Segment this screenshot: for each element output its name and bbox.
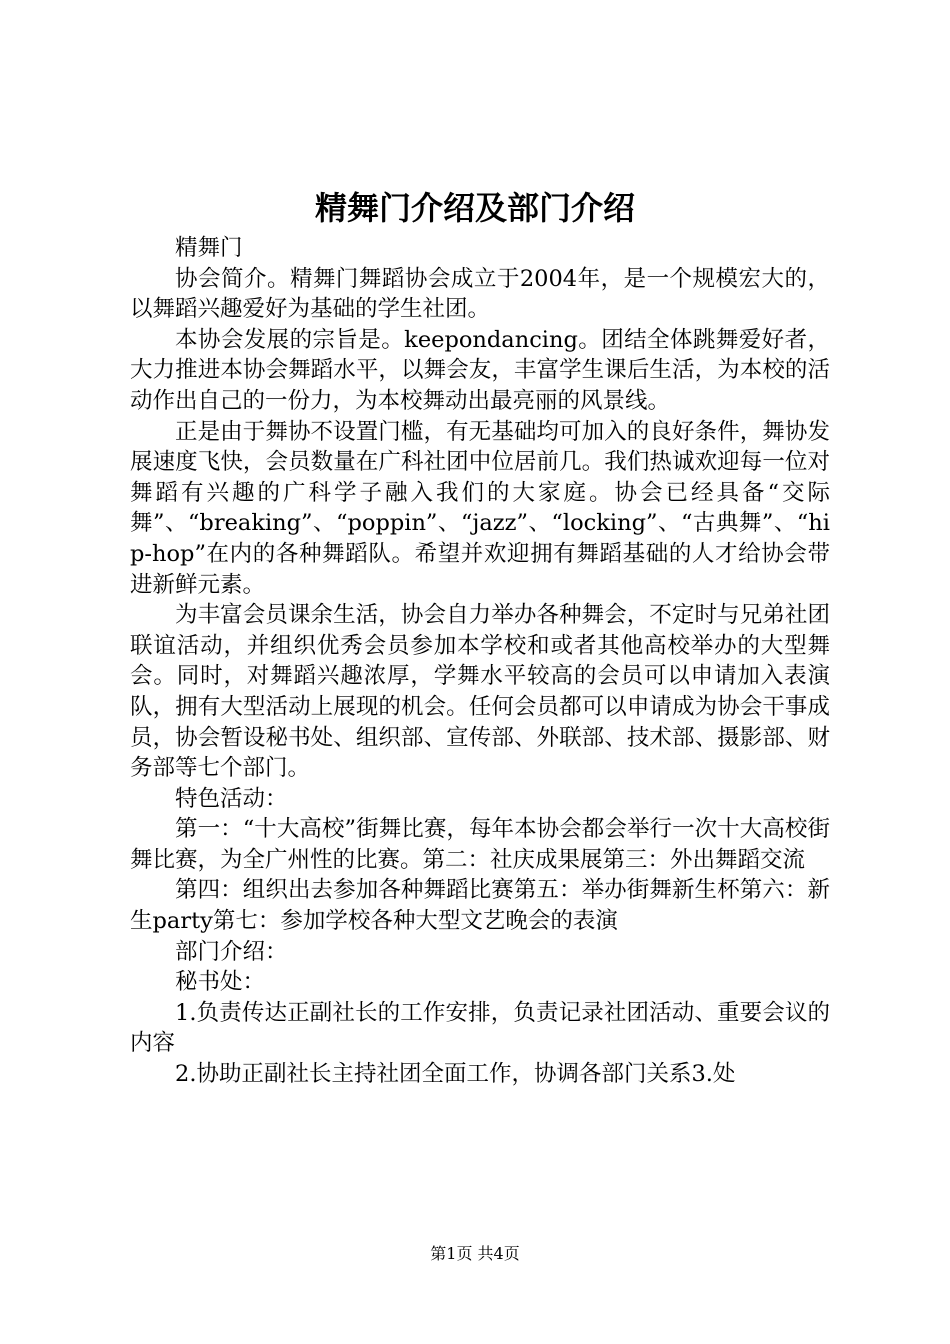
paragraph-feature-list-1: 第一：“十大高校”街舞比赛，每年本协会都会举行一次十大高校街舞比赛，为全广州性的比赛。第二：社庆成果展第三：外出舞蹈交流 [130,816,830,873]
paragraph-secretariat-item-1: 1.负责传达正副社长的工作安排，负责记录社团活动、重要会议的内容 [130,999,830,1057]
paragraph-intro: 协会简介。精舞门舞蹈协会成立于2004年，是一个规模宏大的，以舞蹈兴趣爱好为基础的学生社团。 [130,265,830,323]
page-number: 第1页 共4页 [430,1244,520,1263]
paragraph-purpose: 本协会发展的宗旨是。keepondancing。团结全体跳舞爱好者，大力推进本协会舞蹈水平，以舞会友，丰富学生课后生活，为本校的活动作出自己的一份力，为本校舞动出最亮丽的风景线。 [130,326,830,414]
document-title: 精舞门介绍及部门介绍 [314,189,635,227]
document-body [130,233,830,1090]
paragraph-department-heading: 部门介绍： [175,938,288,965]
paragraph-secretariat-heading: 秘书处： [175,969,266,996]
paragraph-activities-info: 为丰富会员课余生活，协会自力举办各种舞会，不定时与兄弟社团联谊活动，并组织优秀会员参加本学校和或者其他高校举办的大型舞会。同时，对舞蹈兴趣浓厚，学舞水平较高的会员可以申请加入表演队，拥有大型活动上展现的机会。任何会员都可以申请成为协会干事成员，协会暂设秘书处、组织部、宣传部、外联部、技术部、摄影部、财务部等七个部门。 [130,602,830,782]
paragraph-feature-list-2: 第四：组织出去参加各种舞蹈比赛第五：举办街舞新生杯第六：新生party第七：参加学校各种大型文艺晚会的表演 [130,877,830,935]
paragraph-feature-heading: 特色活动： [175,785,288,812]
paragraph-membership: 正是由于舞协不设置门槛，有无基础均可加入的良好条件，舞协发展速度飞快，会员数量在广科社团中位居前几。我们热诚欢迎每一位对舞蹈有兴趣的广科学子融入我们的大家庭。协会已经具备“交际舞”、“breaking”、“poppin”、“jazz”、“locking”、“古典舞”、“hip-hop”在内的各种舞蹈队。希望并欢迎拥有舞蹈基础的人才给协会带进新鲜元素。 [130,418,830,598]
paragraph-heading: 精舞门 [175,235,243,261]
paragraph-secretariat-item-2: 2.协助正副社长主持社团全面工作，协调各部门关系3.处 [175,1061,736,1088]
